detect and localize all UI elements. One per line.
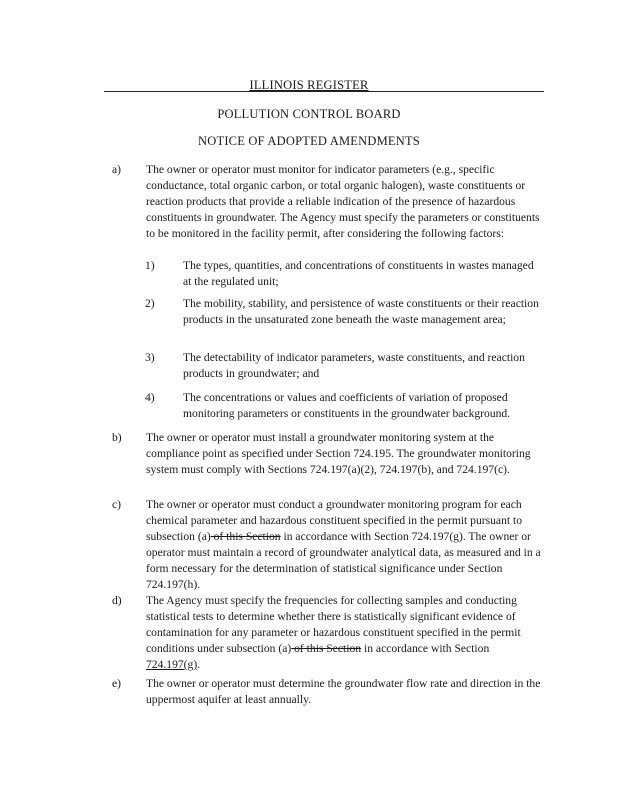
subsection-e-label: e) xyxy=(112,677,122,690)
subsection-b-text: The owner or operator must install a groundwater monitoring system at the compliance point as specified under Section 724.195. The groundwater monitoring system must comply with Sections 724.197(a)(2), 724.197(b), and 724.197(c). xyxy=(146,431,531,476)
notice-title: NOTICE OF ADOPTED AMENDMENTS xyxy=(198,134,420,148)
factor-1-text: The types, quantities, and concentrations of constituents in wastes managed at the regulated unit; xyxy=(183,259,534,288)
subsection-d-post: . xyxy=(197,658,201,671)
subsection-c-deleted-text: of this Section xyxy=(210,530,281,543)
subsection-d-text xyxy=(146,593,544,673)
subsection-c-text xyxy=(146,497,544,593)
register-title: ILLINOIS REGISTER xyxy=(249,78,369,92)
subsection-c-label: c) xyxy=(112,498,122,511)
factor-2-text: The mobility, stability, and persistence of waste constituents or their reaction products in the unsaturated zone beneath the waste management area; xyxy=(183,297,539,326)
factor-3-label: 3) xyxy=(145,351,155,364)
subsection-d-deleted-text: of this Section xyxy=(291,642,362,655)
subsection-d-inserted-text: 724.197(g) xyxy=(146,658,198,671)
subsection-a-label: a) xyxy=(112,163,122,176)
subsection-c-post: in accordance with Section 724.197(g). The owner or operator must maintain a record of groundwater analytical data, as measured and in a form necessary for the determination of statistical significance under Section 724.197(h). xyxy=(146,530,541,591)
subsection-d-mid: in accordance with Section xyxy=(361,642,490,655)
factor-3-text: The detectability of indicator parameters, waste constituents, and reaction products in groundwater; and xyxy=(183,351,525,380)
factor-4-text: The concentrations or values and coefficients of variation of proposed monitoring parameters or constituents in the groundwater background. xyxy=(183,391,511,420)
header-rule xyxy=(104,91,544,92)
subsection-c-pre: The owner or operator must conduct a groundwater monitoring program for each chemical parameter and hazardous constituent specified in the permit pursuant to subsection (a) xyxy=(146,498,523,543)
board-title: POLLUTION CONTROL BOARD xyxy=(217,107,401,121)
factor-1-label: 1) xyxy=(145,259,155,272)
subsection-d-label: d) xyxy=(112,594,122,607)
subsection-e-text: The owner or operator must determine the groundwater flow rate and direction in the uppermost aquifer at least annually. xyxy=(146,677,541,706)
factor-4-label: 4) xyxy=(145,391,155,404)
subsection-d-pre: The Agency must specify the frequencies for collecting samples and conducting statistical tests to determine whether there is statistically significant evidence of contamination for any parameter or hazardous constituent specified in the permit conditions under subsection (a) xyxy=(146,594,521,655)
factor-2-label: 2) xyxy=(145,297,155,310)
subsection-b-label: b) xyxy=(112,431,122,444)
subsection-a-text: The owner or operator must monitor for indicator parameters (e.g., specific conductance, total organic carbon, or total organic halogen), waste constituents or reaction products that provide a reliable indication of the presence of hazardous constituents in groundwater. The Agency must specify the parameters or constituents to be monitored in the facility permit, after considering the following factors: xyxy=(146,163,540,240)
